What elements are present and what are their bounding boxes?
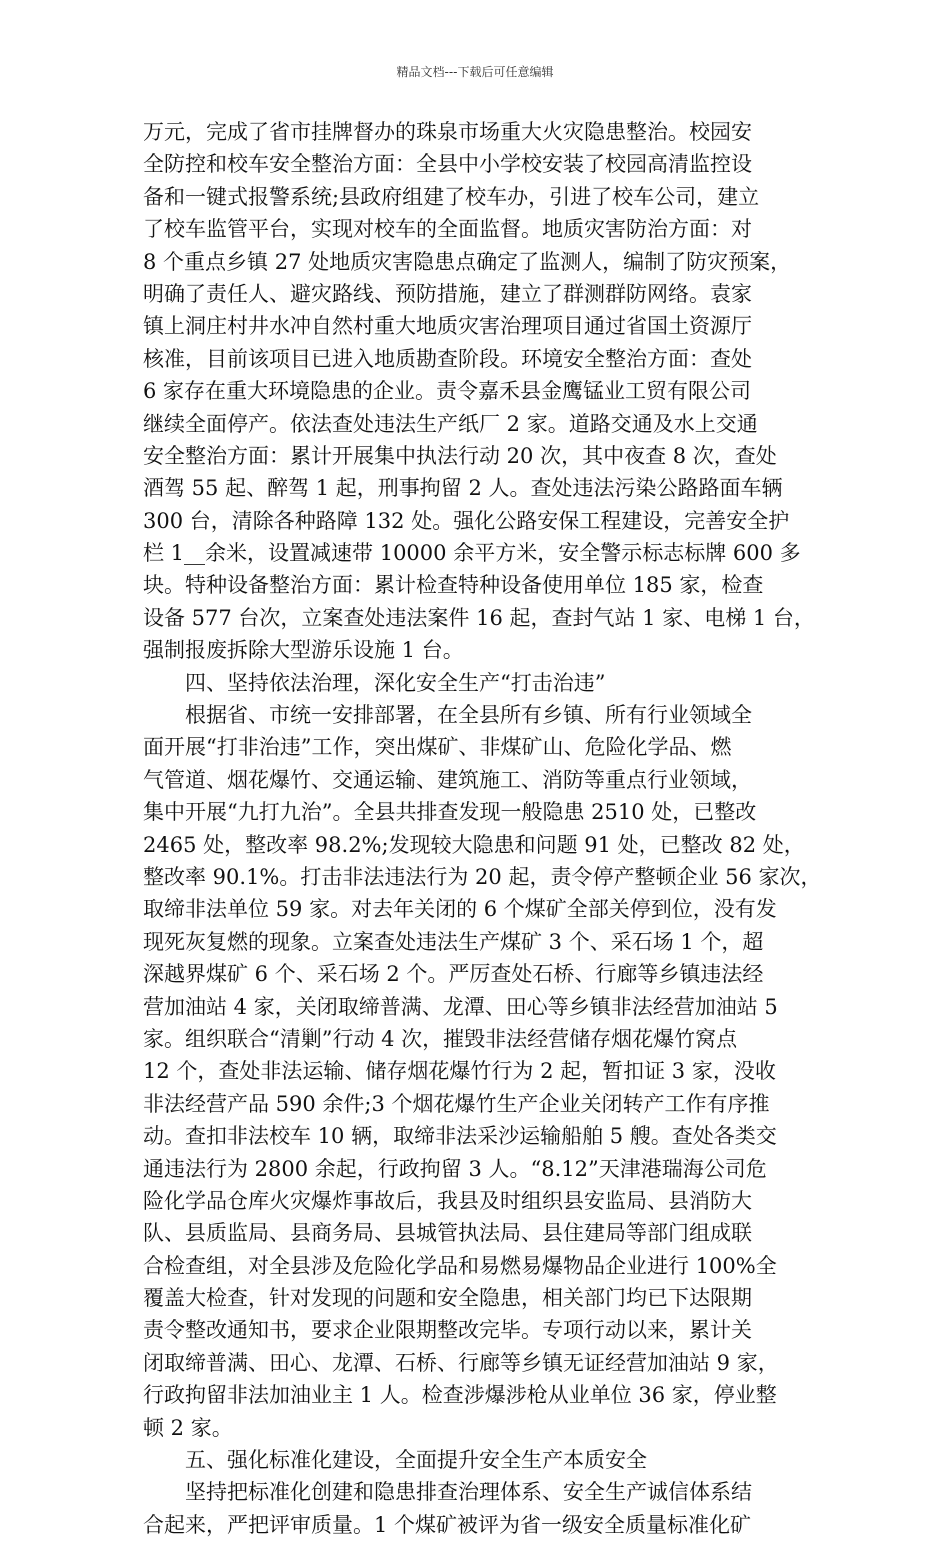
text-line: 根据省、市统一安排部署，在全县所有乡镇、所有行业领域全 — [185, 703, 752, 728]
text-line: 覆盖大检查，针对发现的问题和安全隐患，相关部门均已下达限期 — [143, 1286, 752, 1311]
page-header: 精品文档---下载后可任意编辑 — [396, 65, 554, 79]
text-line: 现死灰复燃的现象。立案查处违法生产煤矿 3 个、采石场 1 个，超 — [143, 929, 764, 954]
text-line: 酒驾 55 起、醉驾 1 起，刑事拘留 2 人。查处违法污染公路路面车辆 — [143, 476, 783, 501]
text-line: 2465 处，整改率 98.2%;发现较大隐患和问题 91 处，已整改 82 处， — [143, 832, 805, 857]
text-line: 12 个，查处非法运输、储存烟花爆竹行为 2 起，暂扣证 3 家，没收 — [143, 1059, 776, 1084]
text-line: 了校车监管平台，实现对校车的全面监督。地质灾害防治方面：对 — [143, 217, 752, 242]
text-line: 气管道、烟花爆竹、交通运输、建筑施工、消防等重点行业领域， — [143, 767, 752, 792]
text-line: 通违法行为 2800 余起，行政拘留 3 人。“8.12”天津港瑞海公司危 — [143, 1156, 767, 1181]
text-line: 明确了责任人、避灾路线、预防措施，建立了群测群防网络。袁家 — [143, 281, 752, 306]
text-line: 整改率 90.1%。打击非法违法行为 20 起，责令停产整顿企业 56 家次， — [143, 864, 822, 889]
text-line: 块。特种设备整治方面：累计检查特种设备使用单位 185 家，检查 — [143, 573, 764, 598]
text-line: 集中开展“九打九治”。全县共排查发现一般隐患 2510 处，已整改 — [143, 800, 757, 825]
text-line: 8 个重点乡镇 27 处地质灾害隐患点确定了监测人，编制了防灾预案， — [143, 249, 792, 274]
text-line: 核准，目前该项目已进入地质勘查阶段。环境安全整治方面：查处 — [143, 346, 752, 371]
text-line: 镇上洞庄村井水冲自然村重大地质灾害治理项目通过省国土资源厅 — [143, 314, 752, 339]
text-line: 闭取缔普满、田心、龙潭、石桥、行廊等乡镇无证经营加油站 9 家， — [143, 1350, 779, 1375]
text-line: 家。组织联合“清剿”行动 4 次，摧毁非法经营储存烟花爆竹窝点 — [143, 1026, 738, 1051]
text-line: 万元，完成了省市挂牌督办的珠泉市场重大火灾隐患整治。校园安 — [143, 120, 752, 144]
text-line: 合检查组，对全县涉及危险化学品和易燃易爆物品企业进行 100%全 — [143, 1253, 777, 1278]
text-line: 全防控和校车安全整治方面：全县中小学校安装了校园高清监控设 — [143, 152, 752, 177]
text-line: 继续全面停产。依法查处违法生产纸厂 2 家。道路交通及水上交通 — [143, 411, 758, 436]
text-line: 队、县质监局、县商务局、县城管执法局、县住建局等部门组成联 — [143, 1221, 752, 1246]
text-line: 备和一键式报警系统;县政府组建了校车办，引进了校车公司，建立 — [143, 184, 760, 209]
text-line: 深越界煤矿 6 个、采石场 2 个。严厉查处石桥、行廊等乡镇违法经 — [143, 962, 764, 987]
text-line: 6 家存在重大环境隐患的企业。责令嘉禾县金鹰锰业工贸有限公司 — [143, 379, 752, 404]
text-line: 合起来，严把评审质量。1 个煤矿被评为省一级安全质量标准化矿 — [143, 1512, 752, 1537]
text-line: 动。查扣非法校车 10 辆，取缔非法采沙运输船舶 5 艘。查处各类交 — [143, 1124, 777, 1149]
text-line: 栏 1__余米，设置减速带 10000 余平方米，安全警示标志标牌 600 多 — [143, 541, 801, 566]
text-line: 面开展“打非治违”工作，突出煤矿、非煤矿山、危险化学品、燃 — [143, 735, 732, 760]
document-body — [143, 116, 828, 1541]
text-line: 安全整治方面：累计开展集中执法行动 20 次，其中夜查 8 次，查处 — [143, 443, 777, 468]
text-line: 300 台，清除各种路障 132 处。强化公路安保工程建设，完善安全护 — [143, 508, 790, 533]
text-line: 坚持把标准化创建和隐患排查治理体系、安全生产诚信体系结 — [185, 1480, 752, 1505]
text-line: 强制报废拆除大型游乐设施 1 台。 — [143, 638, 464, 663]
text-line: 取缔非法单位 59 家。对去年关闭的 6 个煤矿全部关停到位，没有发 — [143, 897, 777, 922]
section-heading: 五、强化标准化建设，全面提升安全生产本质安全 — [185, 1448, 647, 1473]
text-line: 险化学品仓库火灾爆炸事故后，我县及时组织县安监局、县消防大 — [143, 1188, 752, 1213]
text-line: 非法经营产品 590 余件;3 个烟花爆竹生产企业关闭转产工作有序推 — [143, 1091, 770, 1116]
section-heading: 四、坚持依法治理，深化安全生产“打击治违” — [185, 670, 606, 695]
text-line: 责令整改通知书，要求企业限期整改完毕。专项行动以来，累计关 — [143, 1318, 752, 1343]
text-line: 营加油站 4 家，关闭取缔普满、龙潭、田心等乡镇非法经营加油站 5 — [143, 994, 778, 1019]
text-line: 行政拘留非法加油业主 1 人。检查涉爆涉枪从业单位 36 家，停业整 — [143, 1383, 777, 1408]
text-line: 顿 2 家。 — [143, 1415, 233, 1440]
text-line: 设备 577 台次，立案查处违法案件 16 起，查封气站 1 家、电梯 1 台， — [143, 605, 815, 630]
